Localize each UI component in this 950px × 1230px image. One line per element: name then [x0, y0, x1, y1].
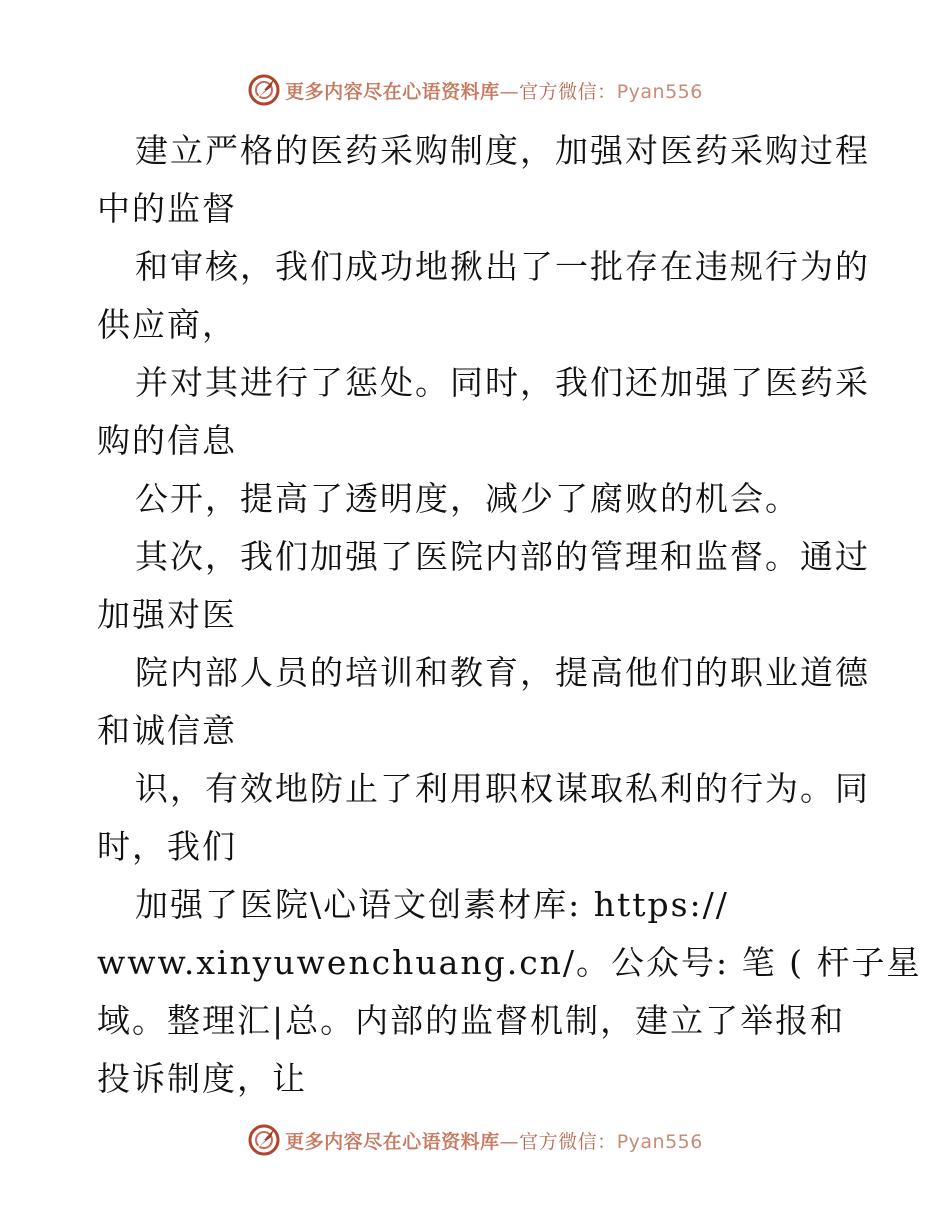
text-line: 供应商， [97, 305, 237, 344]
header-banner [0, 70, 950, 110]
text-line: 时，我们 [97, 827, 237, 866]
text-line: 投诉制度，让 [97, 1059, 307, 1098]
text-line: 中的监督 [97, 189, 237, 228]
banner-wechat-id: Pyan556 [616, 80, 703, 103]
banner-site-name: 更多内容尽在心语资料库 [285, 80, 500, 103]
banner-separator: — [499, 1130, 520, 1153]
banner-wechat-label: 官方微信： [519, 1130, 617, 1153]
text-line: 购的信息 [97, 421, 237, 460]
text-line: 并对其进行了惩处。同时，我们还加强了医药采 [135, 363, 870, 402]
text-line: www.xinyuwenchuang.cn/。公众号: 笔 ( 杆子星 [97, 943, 922, 982]
banner-wechat-id: Pyan556 [616, 1130, 703, 1153]
text-line: 加强了医院\心语文创素材库: https:// [135, 885, 729, 924]
document-body [97, 122, 922, 1108]
text-line: 其次，我们加强了医院内部的管理和监督。通过 [135, 537, 870, 576]
text-line: 院内部人员的培训和教育，提高他们的职业道德 [135, 653, 870, 692]
banner-wechat-label: 官方微信： [519, 80, 617, 103]
text-line: 加强对医 [97, 595, 237, 634]
text-line: 识，有效地防止了利用职权谋取私利的行为。同 [135, 769, 870, 808]
banner-text [285, 77, 703, 104]
text-line: 域。整理汇|总。内部的监督机制，建立了举报和 [97, 1001, 846, 1040]
banner-text [285, 1127, 703, 1154]
text-line: 和审核，我们成功地揪出了一批存在违规行为的 [135, 247, 870, 286]
banner-site-name: 更多内容尽在心语资料库 [285, 1130, 500, 1153]
text-line: 公开，提高了透明度，减少了腐败的机会。 [135, 479, 800, 518]
text-line: 建立严格的医药采购制度，加强对医药采购过程 [135, 131, 870, 170]
quill-logo-icon [247, 73, 281, 107]
banner-separator: — [499, 80, 520, 103]
quill-logo-icon [247, 1123, 281, 1157]
text-line: 和诚信意 [97, 711, 237, 750]
footer-banner [0, 1120, 950, 1160]
